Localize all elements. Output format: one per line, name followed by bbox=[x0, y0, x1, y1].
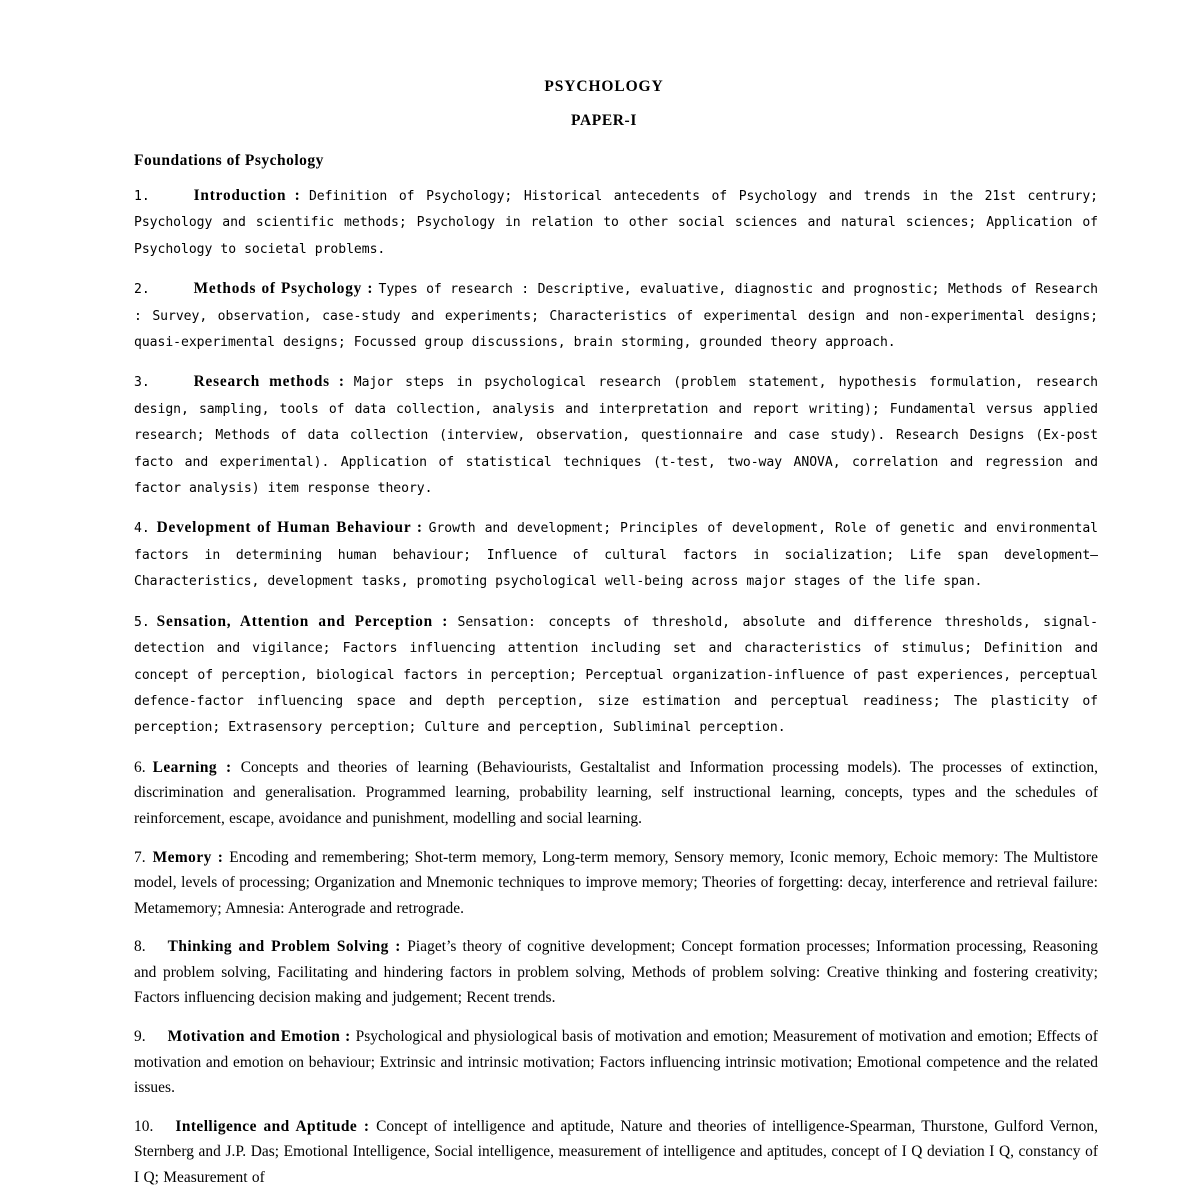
syllabus-item-1 bbox=[134, 183, 1098, 263]
item-label: Sensation, Attention and Perception bbox=[156, 612, 433, 630]
item-label: Learning bbox=[152, 758, 217, 776]
item-number: 7. bbox=[134, 848, 146, 866]
item-separator: : bbox=[362, 280, 379, 298]
syllabus-item-3 bbox=[134, 369, 1098, 502]
item-body: Encoding and remembering; Shot-term memory, Long-term memory, Sensory memory, Iconic memory, Echoic memory: The Multistore model, levels of processing; Organization and Mnemonic techniques to improve memory; Theories of forgetting: decay, interference and retrieval failure: Metamemory; Amnesia: Anterograde and retrograde. bbox=[134, 848, 1098, 917]
item-number: 10. bbox=[134, 1117, 154, 1135]
syllabus-item-5 bbox=[134, 609, 1098, 742]
item-label: Motivation and Emotion bbox=[167, 1028, 341, 1046]
item-separator: : bbox=[411, 519, 429, 537]
item-body: Major steps in psychological research (problem statement, hypothesis formulation, research design, sampling, tools of data collection, analysis and interpretation and report writing); Fundamental versus applied research; Methods of data collection (interview, observation, questionnaire and case study). Research Designs (Ex-post facto and experimental). Application of statistical techniques (t-test, two-way ANOVA, correlation and regression and factor analysis) item response theory. bbox=[134, 375, 1098, 497]
syllabus-item-8 bbox=[134, 934, 1098, 1011]
syllabus-item-2 bbox=[134, 276, 1098, 356]
item-number: 9. bbox=[134, 1028, 146, 1046]
item-body: Definition of Psychology; Historical antecedents of Psychology and trends in the 21st centrury; Psychology and scientific methods; Psychology in relation to other social sciences and natural sciences; Application of Psychology to societal problems. bbox=[134, 189, 1099, 257]
item-body: Growth and development; Principles of development, Role of genetic and environmental factors in determining human behaviour; Influence of cultural factors in socialization; Life span development—Characteristics, development tasks, promoting psychological well-being across major stages of the life span. bbox=[134, 521, 1099, 590]
item-number: 4. bbox=[134, 521, 150, 537]
syllabus-item-4 bbox=[134, 515, 1098, 595]
page-title: PSYCHOLOGY bbox=[544, 78, 664, 95]
item-label: Intelligence and Aptitude bbox=[175, 1117, 358, 1135]
item-separator: : bbox=[286, 187, 309, 204]
item-label: Methods of Psychology bbox=[193, 280, 363, 298]
item-number: 5. bbox=[134, 614, 150, 630]
item-body: Concepts and theories of learning (Behaviourists, Gestaltalist and Information processing models). The processes of extinction, discrimination and generalisation. Programmed learning, probability learning, self instructional learning, concepts, types and the schedules of reinforcement, escape, avoidance and punishment, modelling and social learning. bbox=[134, 758, 1098, 827]
item-separator: : bbox=[211, 848, 230, 866]
item-number: 8. bbox=[134, 938, 146, 956]
item-number: 3. bbox=[134, 375, 150, 391]
item-label: Introduction bbox=[193, 187, 287, 204]
item-label: Research methods bbox=[193, 373, 330, 391]
item-label: Memory bbox=[152, 848, 212, 866]
syllabus-item-7 bbox=[134, 845, 1098, 922]
section-heading: Foundations of Psychology bbox=[134, 152, 324, 169]
item-separator: : bbox=[357, 1117, 377, 1135]
syllabus-item-6 bbox=[134, 755, 1098, 832]
paper-subtitle: PAPER-I bbox=[571, 112, 637, 129]
item-separator: : bbox=[216, 758, 241, 776]
item-number: 1. bbox=[134, 189, 150, 204]
item-label: Thinking and Problem Solving bbox=[167, 938, 389, 956]
syllabus-item-10 bbox=[134, 1114, 1098, 1191]
item-body: Concept of intelligence and aptitude, Nature and theories of intelligence-Spearman, Thurstone, Gulford Vernon, Sternberg and J.P. Das; Emotional Intelligence, Social intelligence, measurement of intelligence and aptitudes, concept of I Q deviation I Q, constancy of I Q; Measurement of bbox=[134, 1117, 1098, 1187]
item-body: Piaget’s theory of cognitive development; Concept formation processes; Information processing, Reasoning and problem solving, Facilitating and hindering factors in problem solving, Methods of problem solving: Creative thinking and fostering creativity; Factors influencing decision making and judgement; Recent trends. bbox=[134, 938, 1098, 1007]
item-separator: : bbox=[388, 938, 408, 956]
item-separator: : bbox=[340, 1028, 356, 1046]
item-body: Sensation: concepts of threshold, absolute and difference thresholds, signal-detection and vigilance; Factors influencing attention including set and characteristics of stimulus; Definition and concept of perception, biological factors in perception; Perceptual organization-influence of past experiences, perceptual defence-factor influencing space and depth perception, size estimation and perceptual readiness; The plasticity of perception; Extrasensory perception; Culture and perception, Subliminal perception. bbox=[134, 614, 1099, 736]
item-body: Types of research : Descriptive, evaluative, diagnostic and prognostic; Methods of Research : Survey, observation, case-study and experiments; Characteristics of experimental design and non-experimental designs; quasi-experimental designs; Focussed group discussions, brain storming, grounded theory approach. bbox=[134, 282, 1099, 351]
item-number: 6. bbox=[134, 758, 146, 776]
item-body: Psychological and physiological basis of motivation and emotion; Measurement of motivation and emotion; Effects of motivation and emotion on behaviour; Extrinsic and intrinsic motivation; Factors influencing intrinsic motivation; Emotional competence and the related issues. bbox=[134, 1028, 1098, 1097]
syllabus-item-9 bbox=[134, 1024, 1098, 1101]
item-number: 2. bbox=[134, 282, 150, 298]
item-separator: : bbox=[432, 612, 458, 630]
item-label: Development of Human Behaviour bbox=[156, 519, 412, 537]
item-separator: : bbox=[329, 373, 354, 391]
